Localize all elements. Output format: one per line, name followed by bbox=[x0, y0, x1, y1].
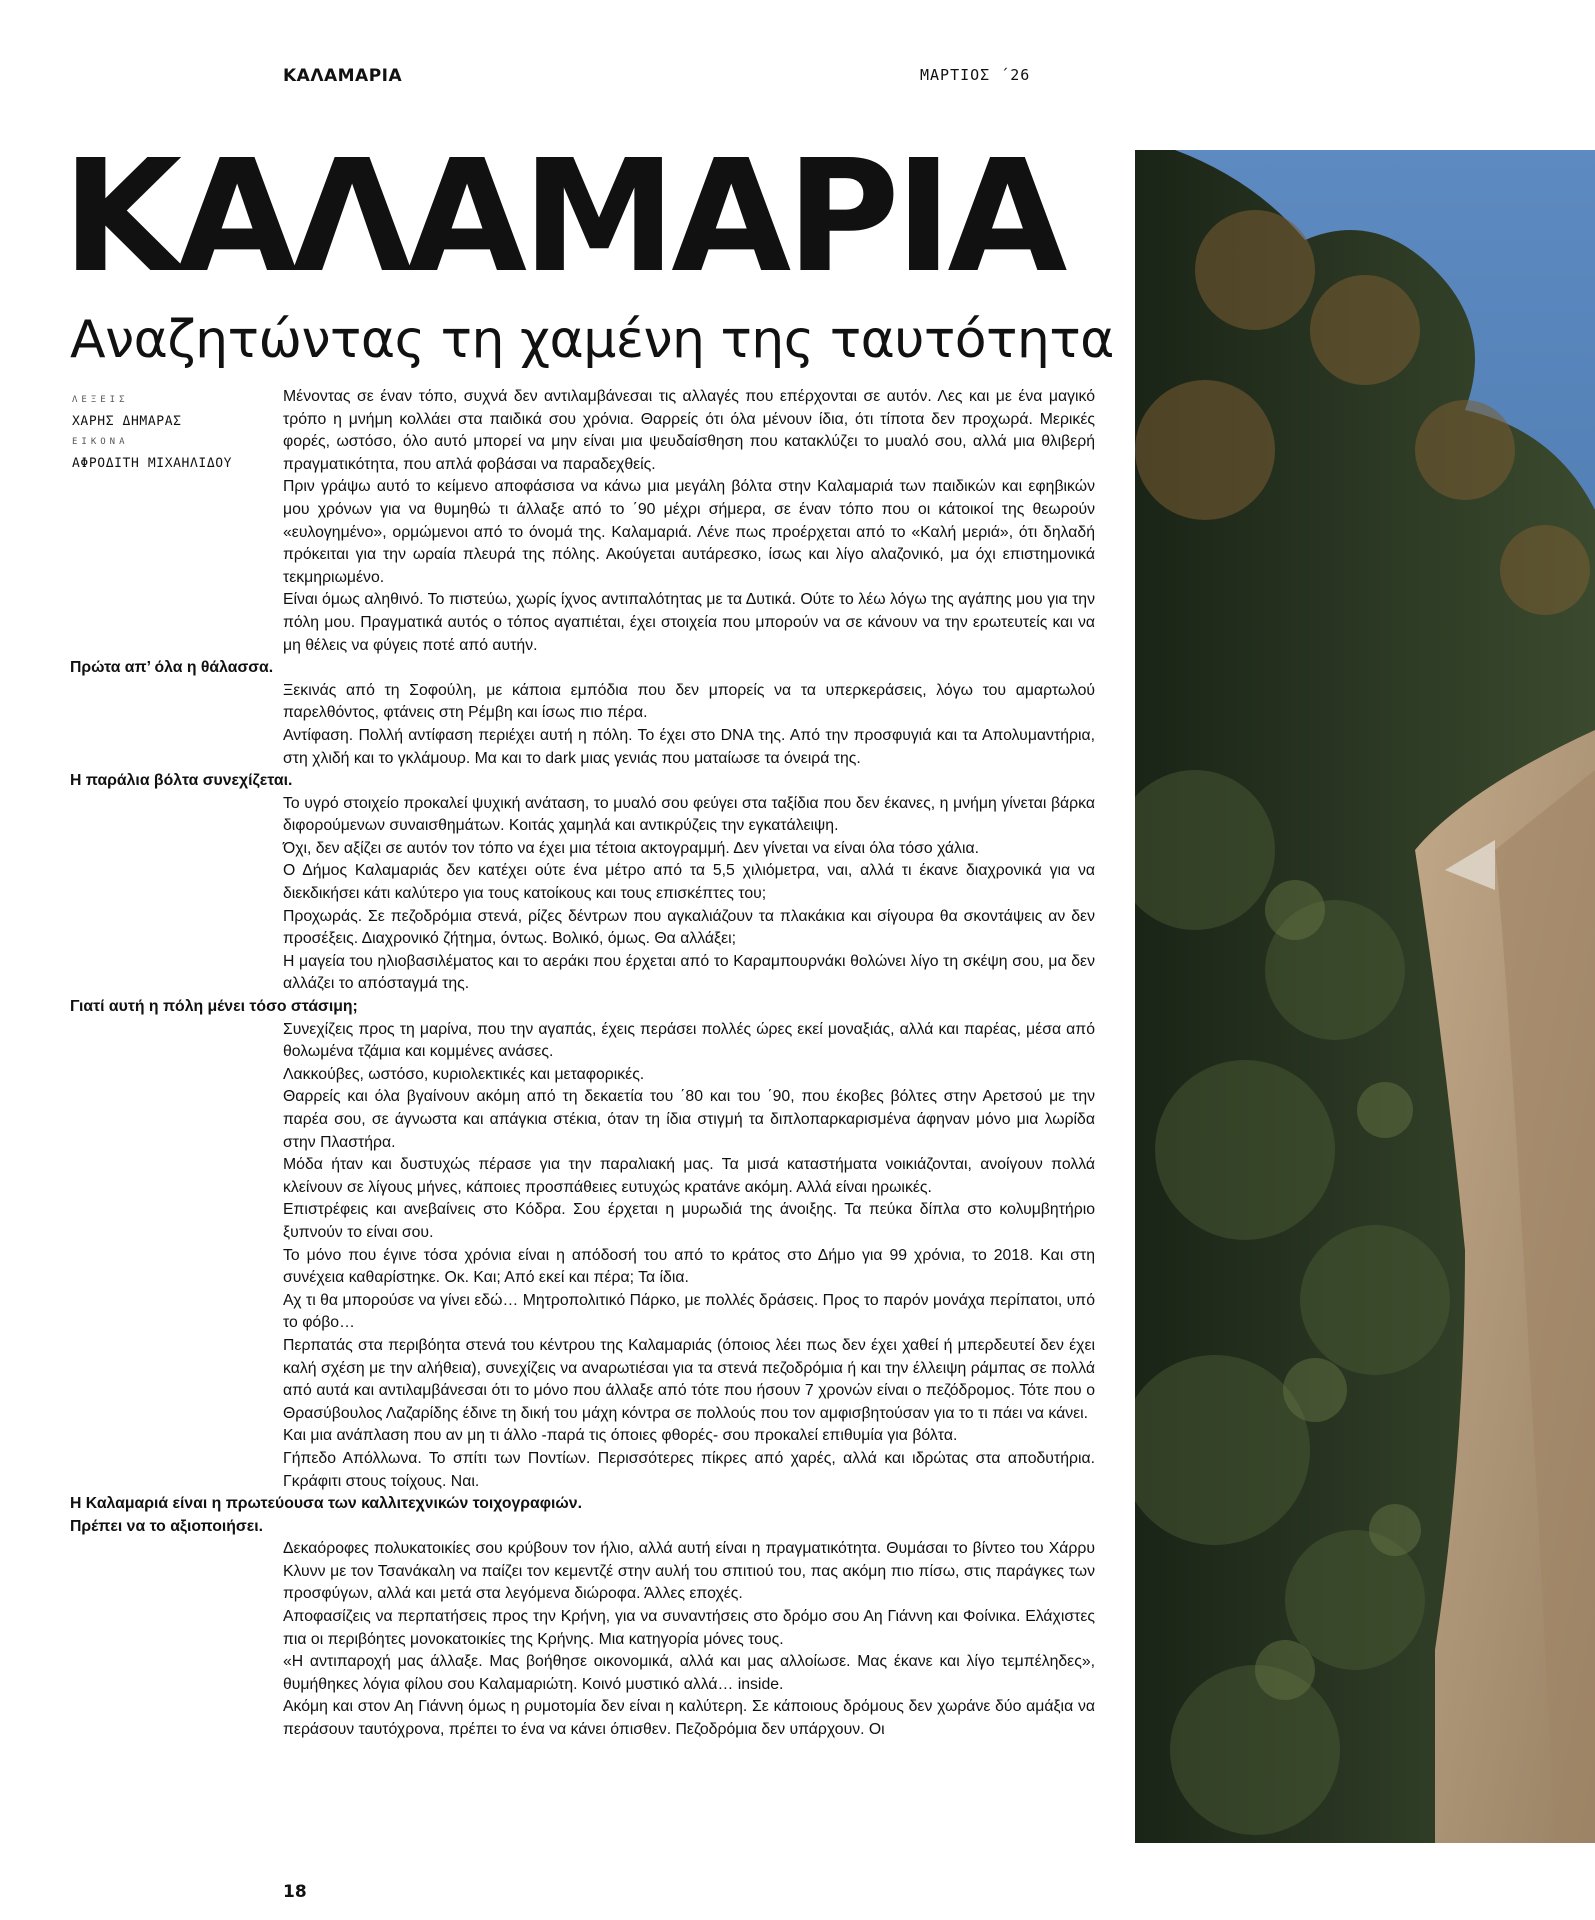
paragraph: Περπατάς στα περιβόητα στενά του κέντρου της Καλαμαριάς (όποιος λέει πως δεν έχει χαθεί ή μπερδευτεί δεν έχει καλή σχέση με την αλήθεια), συνεχίζεις να αναρωτιέσαι για τα στενά πεζοδρόμια ή και την έλλειψη ράμπας σε πολλά από αυτά και αντιλαμβάνεσαι ότι το μόνο που άλλαξε από τότε που ήσουν 7 χρονών είναι ο πεζόδρομος. Τότε που ο Θρασύβουλος Λαζαρίδης έδινε τη δική του μάχη κόντρα σε πολλούς που τον αμφισβητούσαν για το τι πάει να κάνει. bbox=[283, 1336, 1095, 1422]
paragraph: Ο Δήμος Καλαμαριάς δεν κατέχει ούτε ένα μέτρο από τα 5,5 χιλιόμετρα, ναι, αλλά τι έκανε διαχρονικά για να διεκδικήσει κάτι καλύτερο για τους κατοίκους και τους επισκέπτες του; bbox=[283, 862, 1095, 903]
paragraph: Αντίφαση. Πολλή αντίφαση περιέχει αυτή η πόλη. Το έχει στο DNA της. Από την προσφυγιά και τα Απολυμαντήρια, στη χλιδή και το γκλάμουρ. Μα και το dark μιας γενιάς που ματαίωσε τα όνειρά της. bbox=[283, 726, 1095, 767]
paragraph: Δεκαόροφες πολυκατοικίες σου κρύβουν τον ήλιο, αλλά αυτή είναι η πραγματικότητα. Θυμάσαι το βίντεο του Χάρρυ Κλυνν με τον Τσανάκαλη να παίζει τον κεμεντζέ στην αυλή του σπιτιού του, πας ακόμη πιο πίσω, στις παράγκες των προσφύγων, αλλά και μετά στα λεγόμενα διώροφα. Άλλες εποχές. bbox=[283, 1540, 1095, 1603]
photo-path-with-hedge bbox=[1135, 150, 1595, 1843]
section-heading: Γιατί αυτή η πόλη μένει τόσο στάσιμη; bbox=[70, 998, 358, 1016]
article-title: ΚΑΛΑΜΑΡΙΑ bbox=[62, 126, 1063, 307]
paragraph: Προχωράς. Σε πεζοδρόμια στενά, ρίζες δέντρων που αγκαλιάζουν τα πλακάκια και σίγουρα θα σκοντάψεις αν δεν προσέξεις. Διαχρονικό ζήτημα, όντως. Βολικό, όμως. Θα αλλάξει; bbox=[283, 907, 1095, 948]
section-heading: Η Καλαμαριά είναι η πρωτεύουσα των καλλιτεχνικών τοιχογραφιών. bbox=[70, 1495, 582, 1513]
paragraph: Είναι όμως αληθινό. Το πιστεύω, χωρίς ίχνος αντιπαλότητας με τα Δυτικά. Ούτε το λέω λόγω της αγάπης μου για την πόλη μου. Πραγματικά αυτός ο τόπος αγαπιέται, έχει στοιχεία που μπορούν να σε κάνουν να την ερωτευτείς και να μη θέλεις να φύγεις ποτέ από αυτήν. bbox=[283, 591, 1095, 654]
paragraph: Η μαγεία του ηλιοβασιλέματος και το αεράκι που έρχεται από το Καραμπουρνάκι θολώνει λίγο τη σκέψη σου, μα δεν αλλάζει το απόσταγμά της. bbox=[283, 952, 1095, 993]
paragraph: Ξεκινάς από τη Σοφούλη, με κάποια εμπόδια που δεν μπορείς να τα υπερκεράσεις, λόγω του αμαρτωλού παρελθόντος, φτάνεις στη Ρέμβη και ίσως πιο πέρα. bbox=[283, 681, 1095, 722]
paragraph: Πριν γράψω αυτό το κείμενο αποφάσισα να κάνω μια μεγάλη βόλτα στην Καλαμαριά των παιδικών και εφηβικών μου χρόνων για να θυμηθώ τι άλλαξε από το ΄90 μέχρι σήμερα, σε έναν τόπο που οι κάτοικοί της θεωρούν «ευλογημένο», ορμώμενοι από το όνομά της. Καλαμαριά. Λένε πως προέρχεται από το «Καλή μεριά», ότι δηλαδή πρόκειται για την ωραία πλευρά της πόλης. Ακούγεται αυτάρεσκο, ίσως και λίγο αλαζονικό, μα όχι επιστημονικά τεκμηριωμένο. bbox=[283, 478, 1095, 586]
paragraph: Αποφασίζεις να περπατήσεις προς την Κρήνη, για να συναντήσεις στο δρόμο σου Αη Γιάννη και Φοίνικα. Ελάχιστες πια οι περιβόητες μονοκατοικίες της Κρήνης. Μια κατηγορία μόνες τους. bbox=[283, 1608, 1095, 1648]
paragraph: Το μόνο που έγινε τόσα χρόνια είναι η απόδοσή του από το κράτος στο Δήμο για 99 χρόνια, το 2018. Και στη συνέχεια καθαρίστηκε. Οκ. Και; Από εκεί και πέρα; Τα ίδια. bbox=[283, 1246, 1095, 1287]
paragraph: Γήπεδο Απόλλωνα. Το σπίτι των Ποντίων. Περισσότερες πίκρες από χαρές, αλλά και ιδρώτας στα αποδυτήρια. Γκράφιτι στους τοίχους. Ναι. bbox=[283, 1449, 1095, 1490]
paragraph: Θαρρείς και όλα βγαίνουν ακόμη από τη δεκαετία του ΄80 και του ΄90, που έκοβες βόλτες στην Αρετσού με την παρέα σου, σε άγνωστα και απάγκια στέκια, όταν τη ίδια στιγμή τα διπλοπαρκαρισμένα άφηναν μόνο μια λωρίδα στην Πλαστήρα. bbox=[283, 1088, 1095, 1151]
image-label: ΕΙΚΟΝΑ bbox=[72, 437, 129, 447]
author-name: ΧΑΡΗΣ ΔΗΜΑΡΑΣ bbox=[72, 414, 182, 429]
article-body bbox=[0, 386, 1100, 1742]
paragraph: Το υγρό στοιχείο προκαλεί ψυχική ανάταση, το μυαλό σου φεύγει στα ταξίδια που δεν έκανες, η μνήμη γίνεται βάρκα διφορούμενων συναισθημάτων. Κοιτάς χαμηλά και αντικρύζεις την εγκατάλειψη. bbox=[283, 794, 1095, 835]
issue-date: ΜΑΡΤΙΟΣ ΄26 bbox=[920, 66, 1031, 84]
paragraph: Συνεχίζεις προς τη μαρίνα, που την αγαπάς, έχεις περάσει πολλές ώρες εκεί μοναξιάς, αλλά και παρέας, μέσα από θολωμένα τζάμια και κομμένες ανάσες. bbox=[283, 1020, 1095, 1061]
photo-illustration bbox=[1135, 150, 1595, 1843]
paragraph: Όχι, δεν αξίζει σε αυτόν τον τόπο να έχει μια τέτοια ακτογραμμή. Δεν γίνεται να είναι όλα τόσο χάλια. bbox=[283, 839, 979, 857]
section-heading: Πρώτα απ’ όλα η θάλασσα. bbox=[70, 659, 274, 677]
section-heading: Πρέπει να το αξιοποιήσει. bbox=[70, 1517, 263, 1535]
paragraph: Και μια ανάπλαση που αν μη τι άλλο -παρά τις όποιες φθορές- σου προκαλεί επιθυμία για βόλτα. bbox=[283, 1427, 958, 1445]
words-label: ΛΕΞΕΙΣ bbox=[72, 395, 129, 405]
section-heading: Η παράλια βόλτα συνεχίζεται. bbox=[70, 772, 293, 790]
paragraph: Επιστρέφεις και ανεβαίνεις στο Κόδρα. Σου έρχεται η μυρωδιά της άνοιξης. Τα πεύκα δίπλα στο κολυμβητήριο ξυπνούν το είναι σου. bbox=[283, 1201, 1095, 1241]
paragraph: Μένοντας σε έναν τόπο, συχνά δεν αντιλαμβάνεσαι τις αλλαγές που επέρχονται σε αυτόν. Λες και με ένα μαγικό τρόπο η μνήμη κολλάει στα παιδικά σου χρόνια. Θαρρείς ότι όλα μένουν ίδια, ότι τίποτα δεν προχωρά. Μερικές φορές, ωστόσο, όλο αυτό μπορεί να μην είναι μια ψευδαίσθηση που κατακλύζει το μυαλό σου, αλλά μια θλιβερή πραγματικότητα, που απλά φοβάσαι να παραδεχθείς. bbox=[283, 388, 1095, 473]
paragraph: Αχ τι θα μπορούσε να γίνει εδώ… Μητροπολιτικό Πάρκο, με πολλές δράσεις. Προς το παρόν μονάχα περίπατοι, υπό το φόβο… bbox=[283, 1291, 1095, 1332]
photographer-name: ΑΦΡΟΔΙΤΗ ΜΙΧΑΗΛΙΔΟΥ bbox=[72, 456, 233, 471]
running-head-section: ΚΑΛΑΜΑΡΙΑ bbox=[283, 66, 403, 86]
paragraph: Μόδα ήταν και δυστυχώς πέρασε για την παραλιακή μας. Τα μισά καταστήματα νοικιάζονται, ανοίγουν πολλά κλείνουν σε λίγους μήνες, κάποιες προσπάθειες ευτυχώς κρατάνε ακόμη. Αλλά είναι ηρωικές. bbox=[283, 1156, 1095, 1196]
article-subtitle: Αναζητώντας τη χαμένη της ταυτότητα bbox=[70, 310, 1114, 370]
paragraph: Λακκούβες, ωστόσο, κυριολεκτικές και μεταφορικές. bbox=[283, 1065, 645, 1083]
paragraph: «Η αντιπαροχή μας άλλαξε. Μας βοήθησε οικονομικά, αλλά και μας αλλοίωσε. Μας έκανε και λίγο τεμπέληδες», θυμήθηκες λόγια φίλου σου Καλαμαριώτη. Κοινό μυστικό αλλά… inside. bbox=[283, 1653, 1095, 1693]
page-number: 18 bbox=[283, 1882, 307, 1902]
paragraph: Ακόμη και στον Αη Γιάννη όμως η ρυμοτομία δεν είναι η καλύτερη. Σε κάποιους δρόμους δεν χωράνε δύο αμάξια να περάσουν ταυτόχρονα, πρέπει το ένα να κάνει όπισθεν. Πεζοδρόμια δεν υπάρχουν. Οι bbox=[283, 1698, 1095, 1739]
